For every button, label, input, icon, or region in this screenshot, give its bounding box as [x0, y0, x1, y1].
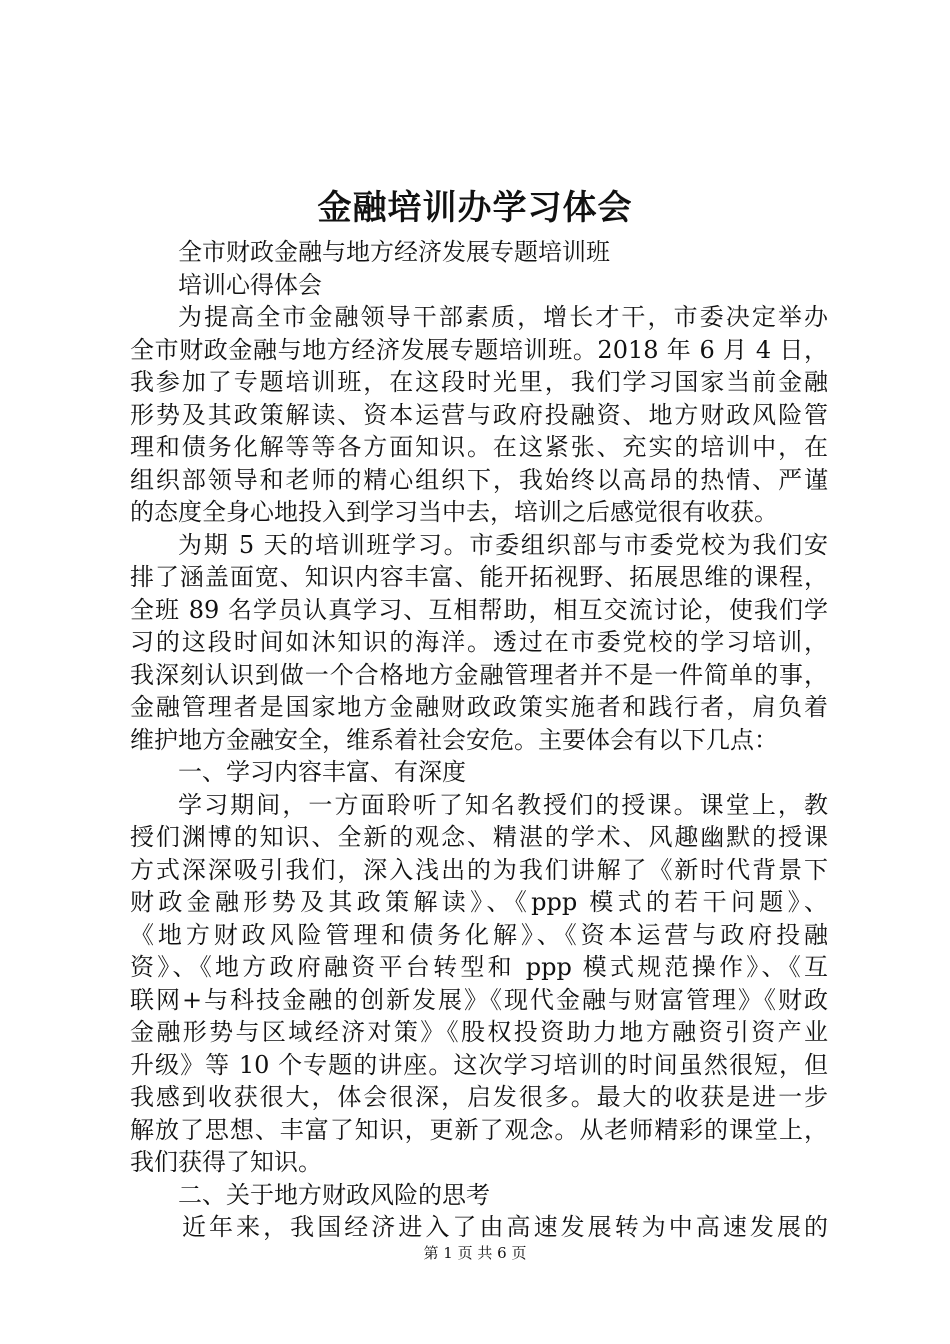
document-body — [130, 236, 828, 1244]
paragraph-line: 财政金融形势及其政策解读》、《ppp 模式的若干问题》、 — [130, 888, 828, 916]
paragraph-line: 维护地方金融安全，维系着社会安危。主要体会有以下几点： — [130, 725, 778, 754]
paragraph-line: 授们渊博的知识、全新的观念、精湛的学术、风趣幽默的授课 — [130, 823, 828, 851]
paragraph-line: 学习期间，一方面聆听了知名教授们的授课。课堂上，教 — [178, 790, 828, 819]
paragraph-line: 升级》等 10 个专题的讲座。这次学习培训的时间虽然很短，但 — [130, 1050, 828, 1079]
paragraph-line: 习的这段时间如沐知识的海洋。透过在市委党校的学习培训， — [130, 628, 828, 656]
paragraph-line: 我们获得了知识。 — [130, 1148, 322, 1176]
paragraph-line: 我参加了专题培训班，在这段时光里，我们学习国家当前金融 — [130, 368, 828, 396]
paragraph-line: 我深刻认识到做一个合格地方金融管理者并不是一件简单的事， — [130, 660, 828, 689]
section-heading: 二、关于地方财政风险的思考 — [178, 1180, 490, 1209]
subtitle-line: 培训心得体会 — [178, 270, 322, 299]
document-title: 金融培训办学习体会 — [317, 188, 633, 228]
paragraph-line: 组织部领导和老师的精心组织下，我始终以高昂的热情、严谨 — [130, 465, 828, 494]
paragraph-line: 《地方财政风险管理和债务化解》、《资本运营与政府投融 — [130, 920, 828, 949]
subtitle-line: 全市财政金融与地方经济发展专题培训班 — [178, 238, 610, 266]
paragraph-line: 解放了思想、丰富了知识，更新了观念。从老师精彩的课堂上， — [130, 1115, 828, 1144]
paragraph-line: 为提高全市金融领导干部素质，增长才干，市委决定举办 — [178, 303, 828, 331]
paragraph-line: 排了涵盖面宽、知识内容丰富、能开拓视野、拓展思维的课程， — [130, 563, 828, 591]
paragraph-line: 理和债务化解等等各方面知识。在这紧张、充实的培训中，在 — [130, 433, 828, 461]
paragraph-line: 的态度全身心地投入到学习当中去，培训之后感觉很有收获。 — [130, 498, 778, 526]
paragraph-line: 近年来，我国经济进入了由高速发展转为中高速发展的 — [182, 1213, 828, 1241]
section-heading: 一、学习内容丰富、有深度 — [178, 758, 466, 786]
paragraph-line: 资》、《地方政府融资平台转型和 ppp 模式规范操作》、《互 — [130, 953, 828, 981]
paragraph-line: 方式深深吸引我们，深入浅出的为我们讲解了《新时代背景下 — [130, 855, 828, 884]
paragraph-line: 金融管理者是国家地方金融财政政策实施者和践行者，肩负着 — [130, 693, 828, 721]
paragraph-line: 我感到收获很大，体会很深，启发很多。最大的收获是进一步 — [130, 1083, 828, 1111]
paragraph-line: 全班 89 名学员认真学习、互相帮助，相互交流讨论，使我们学 — [130, 595, 828, 624]
paragraph-line: 联网+与科技金融的创新发展》《现代金融与财富管理》《财政 — [130, 985, 828, 1014]
paragraph-line: 金融形势与区域经济对策》《股权投资助力地方融资引资产业 — [130, 1018, 828, 1046]
paragraph-line: 全市财政金融与地方经济发展专题培训班。2018 年 6 月 4 日， — [130, 335, 828, 364]
paragraph-line: 形势及其政策解读、资本运营与政府投融资、地方财政风险管 — [130, 400, 828, 429]
page-footer: 第 1 页 共 6 页 — [423, 1244, 527, 1262]
paragraph-line: 为期 5 天的培训班学习。市委组织部与市委党校为我们安 — [178, 530, 828, 559]
